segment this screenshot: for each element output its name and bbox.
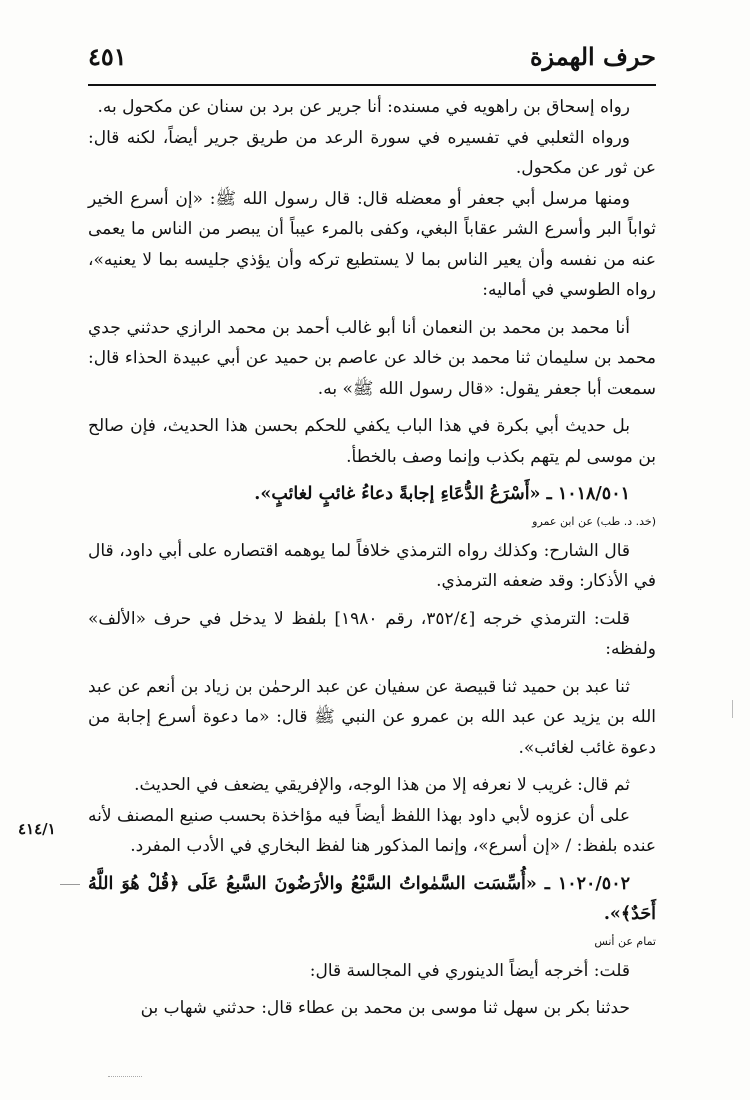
paragraph: أنا محمد بن محمد بن النعمان أنا أبو غالب أحمد بن محمد الرازي حدثني جدي محمد بن سليمان ثنا محمد بن خالد عن عاصم بن حميد عن أبي عبيدة الحذاء قال: سمعت أبا جعفر يقول: «قال رسول الله ﷺ» به.	[88, 317, 656, 399]
paragraph: قلت: أخرجه أيضاً الدينوري في المجالسة قال:	[309, 960, 630, 981]
source-attribution: تمام عن أنس	[594, 934, 656, 948]
paragraph: على أن عزوه لأبي داود بهذا اللفظ أيضاً فيه مؤاخذة بحسب صنيع المصنف لأنه عنده بلفظ: / «إن أسرع»، وإنما المذكور هنا لفظ البخاري في الأدب المفرد.	[88, 805, 656, 856]
margin-reference: ٤١٤/١	[18, 820, 56, 838]
paragraph: ثم قال: غريب لا نعرفه إلا من هذا الوجه، والإفريقي يضعف في الحديث.	[134, 775, 630, 795]
paragraph: قال الشارح: وكذلك رواه الترمذي خلافاً لما يوهمه اقتصاره على أبي داود، قال في الأذكار: وقد ضعفه الترمذي.	[88, 540, 656, 591]
paragraph: قلت: الترمذي خرجه [٣٥٢/٤، رقم ١٩٨٠] بلفظ لا يدخل في حرف «الألف» ولفظه:	[88, 608, 656, 659]
paragraph: بل حديث أبي بكرة في هذا الباب يكفي للحكم بحسن هذا الحديث، فإن صالح بن موسى لم يتهم بكذب وإنما وصف بالخطأ.	[88, 416, 656, 467]
paragraph: ومنها مرسل أبي جعفر أو معضله قال: قال رسول الله ﷺ: «إن أسرع الخير ثواباً البر وأسرع الشر عقاباً البغي، وكفى بالمرء عيباً أن يبصر من الناس ما يعمى عنه من نفسه وأن يعير الناس بما لا يستطيع تركه وأن يؤذي جليسه بما لا يعنيه»، رواه الطوسي في أماليه:	[88, 188, 656, 300]
scan-mark	[108, 1076, 142, 1077]
scan-mark	[732, 700, 733, 718]
paragraph: ورواه الثعلبي في تفسيره في سورة الرعد من طريق جرير أيضاً، لكنه قال: عن ثور عن مكحول.	[88, 127, 656, 178]
hadith-entry: ١٠٢٠/٥٠٢ ـ «أُسِّسَت السَّمٰواتُ السَّبْعُ والأرَضُونَ السَّبعُ عَلَى ﴿قُلْ هُوَ اللَّهُ أَحَدٌ﴾».	[88, 873, 656, 924]
source-attribution: (خد. د. طب) عن ابن عمرو	[532, 514, 656, 528]
header-rule	[88, 84, 656, 86]
hadith-entry: ١٠١٨/٥٠١ ـ «أَسْرَعُ الدُّعَاءِ إجابةً دعاءُ غائبٍ لغائبٍ».	[254, 484, 630, 504]
scan-mark	[60, 884, 80, 885]
running-title: حرف الهمزة	[529, 42, 656, 71]
paragraph: حدثنا بكر بن سهل ثنا موسى بن محمد بن عطاء قال: حدثني شهاب بن	[140, 998, 630, 1018]
page-header	[88, 38, 656, 78]
page-body	[88, 92, 656, 1024]
paragraph: رواه إسحاق بن راهويه في مسنده: أنا جرير عن برد بن سنان عن مكحول به.	[97, 97, 630, 117]
page-number: ٤٥١	[88, 42, 127, 71]
paragraph: ثنا عبد بن حميد ثنا قبيصة عن سفيان عن عبد الرحمٰن بن زياد بن أنعم عن عبد الله بن يزيد عن عبد الله بن عمرو عن النبي ﷺ قال: «ما دعوة أسرع إجابة من دعوة غائب لغائب».	[88, 676, 656, 758]
